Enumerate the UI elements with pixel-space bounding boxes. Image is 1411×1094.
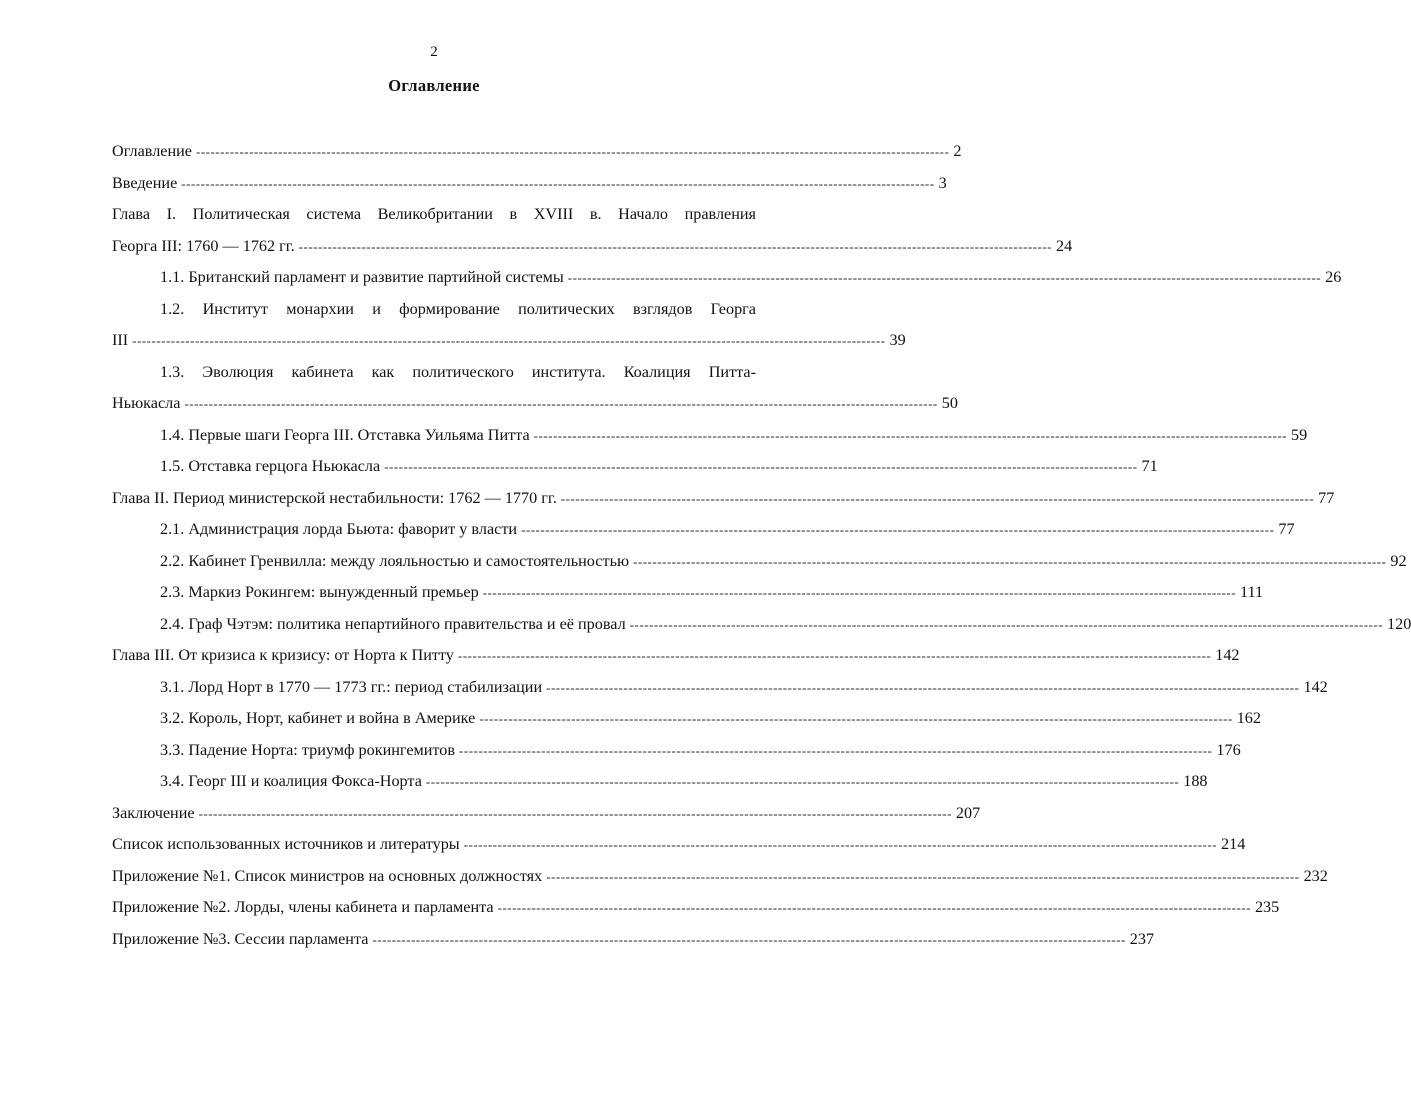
toc-entry-chapter-2[interactable] bbox=[112, 483, 1335, 515]
toc-entry-title-line-2: III bbox=[112, 331, 129, 349]
toc-entry-page: 39 bbox=[889, 331, 906, 349]
toc-entry-title: 1.4. Первые шаги Георга III. Отставка Уильяма Питта bbox=[160, 425, 530, 444]
toc-entry-title-line-1: 1.3. Эволюция кабинета как политического института. Коалиция Питта- bbox=[160, 362, 756, 381]
toc-entry-page: 237 bbox=[1129, 929, 1155, 948]
toc-entry-title: 2.4. Граф Чэтэм: политика непартийного правительства и её провал bbox=[160, 614, 626, 633]
toc-entry-title: 3.4. Георг III и коалиция Фокса-Норта bbox=[160, 772, 422, 790]
toc-entry-page: 77 bbox=[1318, 488, 1335, 507]
toc-entry-section-2-4[interactable] bbox=[112, 609, 1411, 641]
toc-entry-page: 235 bbox=[1254, 898, 1280, 916]
toc-entry-page: 207 bbox=[955, 803, 981, 822]
toc-entry-conclusion[interactable] bbox=[112, 798, 981, 830]
dot-leader: ------------------------------------------------------------------------------------------------------------------------------------------------------------ bbox=[384, 459, 1138, 474]
toc-entry-contents[interactable] bbox=[112, 136, 962, 168]
toc-entry-page: 50 bbox=[941, 394, 958, 412]
dot-leader: ------------------------------------------------------------------------------------------------------------------------------------------------------------ bbox=[459, 742, 1213, 758]
dot-leader: ------------------------------------------------------------------------------------------------------------------------------------------------------------ bbox=[567, 270, 1322, 285]
toc-entry-title: 3.2. Король, Норт, кабинет и война в Америке bbox=[160, 709, 476, 727]
dot-leader: ------------------------------------------------------------------------------------------------------------------------------------------------------------ bbox=[633, 553, 1387, 569]
toc-entry-chapter-1[interactable] bbox=[112, 199, 1073, 262]
toc-entry-title: Приложение №3. Сессии парламента bbox=[112, 929, 369, 948]
toc-entry-title: Приложение №2. Лорды, члены кабинета и парламента bbox=[112, 898, 494, 916]
toc-entry-page: 24 bbox=[1056, 236, 1073, 255]
toc-entry-title: Глава III. От кризиса к кризису: от Норта к Питту bbox=[112, 646, 454, 664]
toc-entry-section-3-1[interactable] bbox=[112, 672, 1328, 704]
dot-leader: ------------------------------------------------------------------------------------------------------------------------------------------------------------ bbox=[184, 396, 938, 411]
toc-entry-title: 2.1. Администрация лорда Бьюта: фаворит у власти bbox=[160, 520, 518, 538]
toc-entry-page: 176 bbox=[1216, 740, 1241, 759]
dot-leader: ------------------------------------------------------------------------------------------------------------------------------------------------------------ bbox=[457, 648, 1212, 663]
toc-entry-title: Заключение bbox=[112, 803, 195, 822]
toc-entry-title: 1.1. Британский парламент и развитие партийной системы bbox=[160, 268, 564, 286]
toc-entry-section-1-5[interactable] bbox=[112, 451, 1158, 483]
dot-leader: ------------------------------------------------------------------------------------------------------------------------------------------------------------ bbox=[482, 585, 1237, 600]
dot-leader: ------------------------------------------------------------------------------------------------------------------------------------------------------------ bbox=[132, 333, 886, 348]
dot-leader: ------------------------------------------------------------------------------------------------------------------------------------------------------------ bbox=[198, 805, 952, 821]
toc-entry-chapter-3[interactable] bbox=[112, 640, 1240, 672]
toc-entry-title: 2.2. Кабинет Гренвилла: между лояльностью и самостоятельностью bbox=[160, 551, 630, 570]
toc-entry-title: Список использованных источников и литературы bbox=[112, 835, 460, 853]
dot-leader: ------------------------------------------------------------------------------------------------------------------------------------------------------------ bbox=[479, 711, 1233, 726]
toc-entry-section-1-3[interactable] bbox=[112, 357, 958, 420]
toc-entry-bibliography[interactable] bbox=[112, 829, 1246, 861]
dot-leader: ------------------------------------------------------------------------------------------------------------------------------------------------------------ bbox=[521, 522, 1275, 537]
toc-entry-appendix-1[interactable] bbox=[112, 861, 1328, 893]
toc-entry-title-line-1: Глава I. Политическая система Великобритании в XVIII в. Начало правления bbox=[112, 205, 756, 223]
page-title: Оглавление bbox=[388, 76, 480, 95]
toc-entry-page: 92 bbox=[1390, 551, 1407, 570]
toc-entry-title: 3.3. Падение Норта: триумф рокингемитов bbox=[160, 740, 456, 759]
toc-entry-page: 214 bbox=[1221, 835, 1246, 853]
toc-entry-section-3-3[interactable] bbox=[112, 735, 1241, 767]
toc-entry-section-2-3[interactable] bbox=[112, 577, 1264, 609]
toc-entry-section-2-2[interactable] bbox=[112, 546, 1407, 578]
toc-entry-page: 142 bbox=[1215, 646, 1240, 664]
dot-leader: ------------------------------------------------------------------------------------------------------------------------------------------------------------ bbox=[533, 427, 1287, 443]
dot-leader: ------------------------------------------------------------------------------------------------------------------------------------------------------------ bbox=[546, 868, 1300, 884]
toc-entry-page: 111 bbox=[1240, 583, 1264, 601]
toc-entry-section-3-4[interactable] bbox=[112, 766, 1208, 798]
table-of-contents bbox=[112, 136, 1411, 955]
toc-entry-page: 120 bbox=[1387, 614, 1411, 633]
toc-entry-page: 26 bbox=[1325, 268, 1342, 286]
dot-leader: ------------------------------------------------------------------------------------------------------------------------------------------------------------ bbox=[181, 175, 935, 191]
toc-entry-page: 59 bbox=[1290, 425, 1308, 444]
toc-entry-title: 3.1. Лорд Норт в 1770 — 1773 гг.: период стабилизации bbox=[160, 677, 543, 696]
toc-entry-page: 162 bbox=[1236, 709, 1261, 727]
toc-entry-title-line-2: Ньюкасла bbox=[112, 394, 181, 412]
toc-entry-page: 142 bbox=[1303, 677, 1328, 696]
toc-entry-section-3-2[interactable] bbox=[112, 703, 1261, 735]
toc-entry-introduction[interactable] bbox=[112, 168, 947, 200]
toc-entry-title: 2.3. Маркиз Рокингем: вынужденный премьер bbox=[160, 583, 479, 601]
toc-entry-title: Глава II. Период министерской нестабильности: 1762 — 1770 гг. bbox=[112, 488, 557, 507]
toc-entry-section-1-1[interactable] bbox=[112, 262, 1342, 294]
toc-entry-section-1-2[interactable] bbox=[112, 294, 906, 357]
toc-entry-title: Приложение №1. Список министров на основных должностях bbox=[112, 866, 543, 885]
toc-entry-title: 1.5. Отставка герцога Ньюкасла bbox=[160, 457, 381, 475]
dot-leader: ------------------------------------------------------------------------------------------------------------------------------------------------------------ bbox=[560, 490, 1315, 506]
toc-entry-title: Оглавление bbox=[112, 142, 192, 160]
dot-leader: ------------------------------------------------------------------------------------------------------------------------------------------------------------ bbox=[629, 616, 1384, 632]
toc-entry-title: Введение bbox=[112, 173, 178, 192]
dot-leader: ------------------------------------------------------------------------------------------------------------------------------------------------------------ bbox=[463, 837, 1218, 852]
toc-entry-page: 232 bbox=[1303, 866, 1328, 885]
toc-entry-page: 77 bbox=[1278, 520, 1295, 538]
dot-leader: ------------------------------------------------------------------------------------------------------------------------------------------------------------ bbox=[425, 774, 1180, 789]
toc-entry-section-2-1[interactable] bbox=[112, 514, 1295, 546]
toc-entry-page: 188 bbox=[1183, 772, 1208, 790]
toc-entry-title-line-2: Георга III: 1760 — 1762 гг. bbox=[112, 236, 295, 255]
toc-entry-title-line-1: 1.2. Институт монархии и формирование политических взглядов Георга bbox=[160, 299, 756, 318]
toc-entry-appendix-3[interactable] bbox=[112, 924, 1155, 956]
dot-leader: ------------------------------------------------------------------------------------------------------------------------------------------------------------ bbox=[298, 238, 1053, 254]
dot-leader: ------------------------------------------------------------------------------------------------------------------------------------------------------------ bbox=[497, 900, 1251, 915]
page-number: 2 bbox=[430, 44, 438, 60]
dot-leader: ------------------------------------------------------------------------------------------------------------------------------------------------------------ bbox=[546, 679, 1300, 695]
dot-leader: ------------------------------------------------------------------------------------------------------------------------------------------------------------ bbox=[195, 144, 950, 159]
toc-entry-appendix-2[interactable] bbox=[112, 892, 1280, 924]
toc-entry-page: 2 bbox=[953, 142, 962, 160]
toc-entry-page: 3 bbox=[938, 173, 947, 192]
toc-entry-section-1-4[interactable] bbox=[112, 420, 1308, 452]
dot-leader: ------------------------------------------------------------------------------------------------------------------------------------------------------------ bbox=[372, 931, 1126, 947]
toc-entry-page: 71 bbox=[1141, 457, 1158, 475]
